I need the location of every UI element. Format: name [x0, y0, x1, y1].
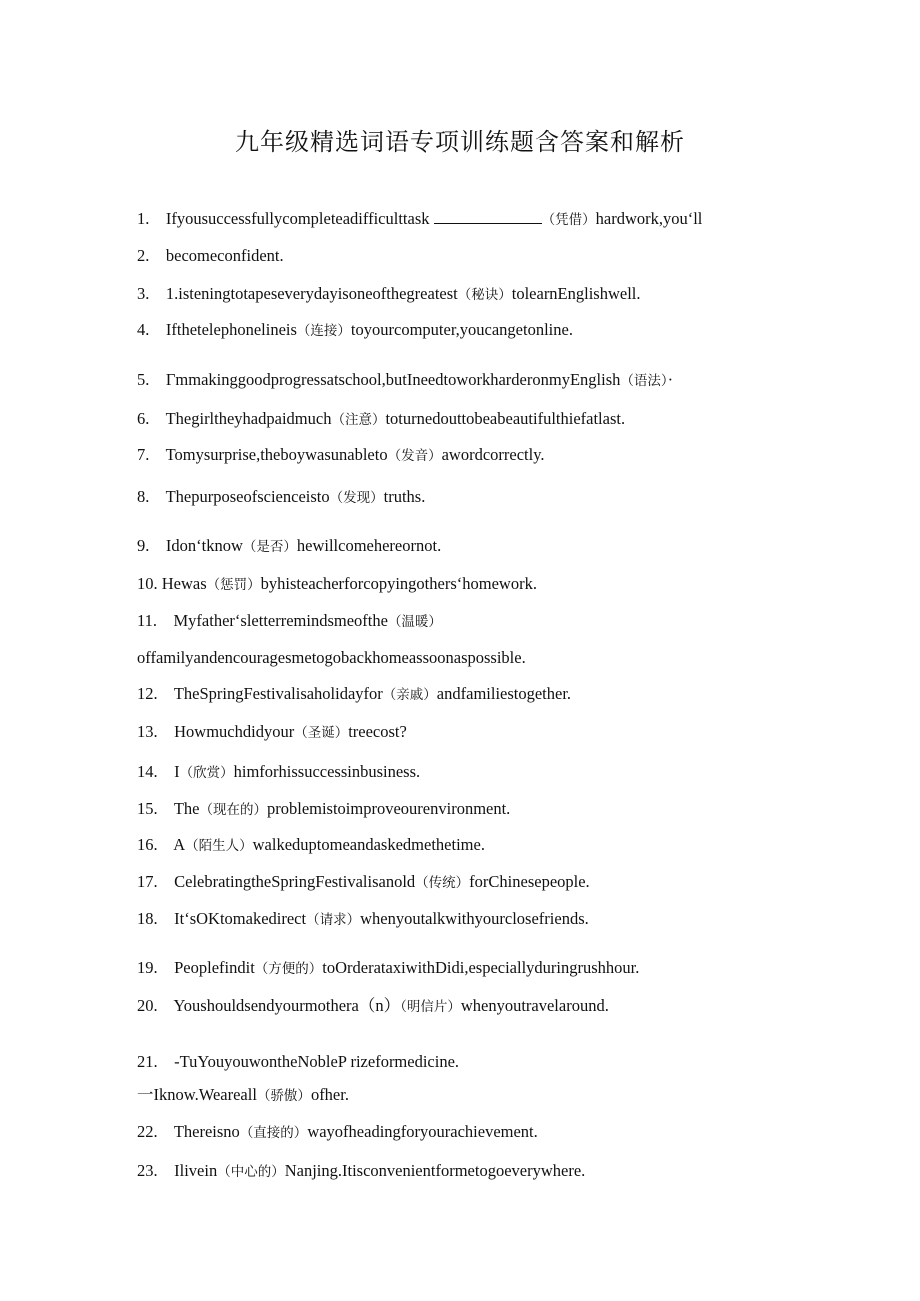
question-17: [137, 871, 920, 894]
question-19: [137, 957, 920, 980]
hint-text: （骄傲）: [256, 1088, 311, 1103]
question-text: hardwork,you‘ll: [595, 209, 703, 228]
question-15: [137, 798, 920, 821]
question-number: 18.: [137, 909, 158, 928]
question-8: [137, 486, 920, 509]
answer-blank: [434, 209, 542, 224]
question-5: [137, 369, 920, 392]
question-text: Youshouldsendyourmothera: [173, 996, 359, 1015]
hint-text: （秘诀）: [457, 287, 512, 302]
part-of-speech: （n）: [358, 996, 401, 1015]
question-text: A: [173, 835, 186, 854]
question-20: [137, 995, 920, 1018]
question-text: toyourcomputer,youcangetonline.: [350, 320, 573, 339]
question-text: toturnedouttobeabeautifulthiefatlast.: [385, 409, 626, 428]
question-14: [137, 761, 920, 784]
question-number: 3.: [137, 284, 150, 303]
question-number: 13.: [137, 722, 158, 741]
question-number: 6.: [137, 409, 150, 428]
question-text: It‘sOKtomakedirect: [174, 909, 307, 928]
question-text: walkeduptomeandaskedmethetime.: [252, 835, 485, 854]
question-number: 7.: [137, 445, 150, 464]
question-number: 10.: [137, 574, 158, 593]
question-text: Idon‘tknow: [165, 536, 243, 555]
question-6: [137, 408, 920, 431]
question-11-continuation: offamilyandencouragesmetogobackhomeassoonaspossible.: [137, 648, 526, 667]
hint-text: （方便的）: [254, 961, 323, 976]
question-22: [137, 1121, 920, 1144]
question-text: CelebratingtheSpringFestivalisanold: [174, 872, 416, 891]
question-number: 4.: [137, 320, 150, 339]
hint-text: （连接）: [296, 323, 351, 338]
question-text: Ifyousuccessfullycompleteadifficulttask: [165, 209, 430, 228]
hint-text: （中心的）: [217, 1164, 285, 1179]
question-9: [137, 535, 920, 558]
question-4: [137, 319, 920, 342]
question-text: whenyoutravelaround.: [460, 996, 609, 1015]
hint-text: （直接的）: [239, 1125, 308, 1140]
hint-text: （语法）: [620, 373, 668, 388]
question-10: [137, 573, 920, 596]
question-text: The: [173, 799, 200, 818]
question-18: [137, 908, 920, 931]
question-number: 23.: [137, 1161, 158, 1180]
question-number: 11.: [137, 611, 158, 630]
question-21-reply: [137, 1084, 920, 1107]
question-text: I: [174, 762, 180, 781]
question-12: [137, 683, 920, 706]
question-21: [137, 1051, 920, 1073]
question-text: ·: [667, 370, 674, 389]
question-number: 17.: [137, 872, 158, 891]
hint-text: （传统）: [415, 875, 470, 890]
question-16: [137, 834, 920, 857]
hint-text: （发音）: [387, 448, 442, 463]
question-11: [137, 610, 920, 633]
question-text: becomeconfident.: [165, 246, 284, 265]
question-number: 12.: [137, 684, 158, 703]
question-text: treecost?: [348, 722, 407, 741]
question-1: [137, 208, 920, 231]
question-number: 9.: [137, 536, 150, 555]
question-text: Ifthetelephonelineis: [165, 320, 297, 339]
hint-text: （欣赏）: [179, 765, 234, 780]
question-text: Thepurposeofscienceisto: [165, 487, 330, 506]
question-text: 1.isteningtotapeseverydayisoneofthegreatest: [165, 284, 458, 303]
question-text: Thereisno: [173, 1122, 240, 1141]
question-text: himforhissuccessinbusiness.: [233, 762, 421, 781]
question-number: 2.: [137, 246, 150, 265]
question-text: Howmuchdidyour: [174, 722, 295, 741]
hint-text: （惩罚）: [206, 577, 261, 592]
question-number: 5.: [137, 370, 150, 389]
hint-text: （是否）: [242, 539, 297, 554]
question-text: problemistoimproveourenvironment.: [266, 799, 511, 818]
question-text: awordcorrectly.: [441, 445, 545, 464]
hint-text: （注意）: [331, 412, 386, 427]
hint-text: （发现）: [329, 490, 384, 505]
hint-text: （温暖）: [387, 614, 442, 629]
question-text: Ilivein: [174, 1161, 218, 1180]
question-text: whenyoutalkwithyourclosefriends.: [360, 909, 589, 928]
question-number: 8.: [137, 487, 150, 506]
reply-text: 一Iknow.Weareall: [137, 1085, 257, 1104]
hint-text: （明信片）: [400, 999, 461, 1014]
question-text: andfamiliestogether.: [436, 684, 572, 703]
question-text: toOrderataxiwithDidi,especiallyduringrushhour.: [322, 958, 640, 977]
question-text: ofher.: [310, 1085, 349, 1104]
hint-text: （亲戚）: [382, 687, 437, 702]
question-number: 22.: [137, 1122, 158, 1141]
question-text: wayofheadingforyourachievement.: [307, 1122, 538, 1141]
hint-text: （现在的）: [199, 802, 267, 817]
question-3: [137, 283, 920, 306]
question-23: [137, 1160, 920, 1183]
hint-text: （请求）: [306, 912, 361, 927]
question-text: tolearnEnglishwell.: [511, 284, 641, 303]
question-text: Nanjing.Itisconvenientformetogoeverywhere.: [284, 1161, 586, 1180]
question-number: 16.: [137, 835, 158, 854]
question-number: 19.: [137, 958, 158, 977]
question-7: [137, 444, 920, 467]
question-text: byhisteacherforcopyingothers‘homework.: [260, 574, 537, 593]
question-text: Thegirltheyhadpaidmuch: [165, 409, 332, 428]
question-text: truths.: [383, 487, 426, 506]
question-text: Hewas: [161, 574, 207, 593]
question-number: 1.: [137, 209, 150, 228]
question-text: TheSpringFestivalisaholidayfor: [173, 684, 383, 703]
hint-text: （陌生人）: [185, 838, 253, 853]
question-text: Myfather‘sletterremindsmeofthe: [173, 611, 388, 630]
question-text: Γmmakinggoodprogressatschool,butIneedtoworkharderonmyEnglish: [165, 370, 621, 389]
question-13: [137, 721, 920, 744]
hint-text: （凭借）: [541, 212, 596, 227]
question-2: [137, 245, 920, 267]
question-text: -TuYouyouwontheNobleP rizeformedicine.: [174, 1052, 460, 1071]
page-title: 九年级精选词语专项训练题含答案和解析: [235, 130, 685, 156]
hint-text: （圣诞）: [294, 725, 349, 740]
question-number: 21.: [137, 1052, 158, 1071]
question-text: forChinesepeople.: [469, 872, 590, 891]
question-text: hewillcomehereornot.: [296, 536, 442, 555]
question-text: Tomysurprise,theboywasunableto: [165, 445, 388, 464]
question-number: 15.: [137, 799, 158, 818]
question-text: Peoplefindit: [174, 958, 255, 977]
question-number: 20.: [137, 996, 158, 1015]
question-number: 14.: [137, 762, 158, 781]
